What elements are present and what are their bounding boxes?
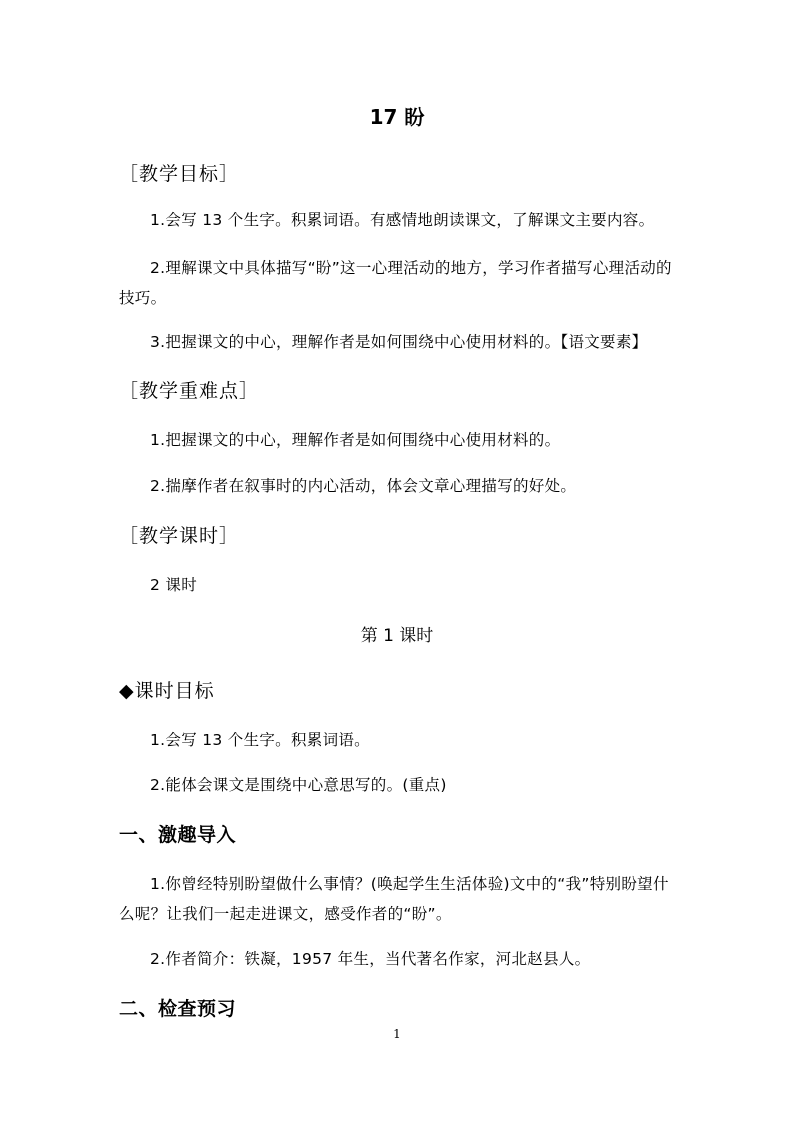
teaching-goal-1: 1.会写 13 个生字。积累词语。有感情地朗读课文，了解课文主要内容。 xyxy=(150,211,655,229)
document-title: 17 盼 xyxy=(369,105,425,129)
teaching-goal-3: 3.把握课文的中心，理解作者是如何围绕中心使用材料的。【语文要素】 xyxy=(150,333,648,351)
teaching-goals-heading: ［教学目标］ xyxy=(119,163,240,185)
key-points-heading: ［教学重难点］ xyxy=(119,380,260,402)
part-1-item-2: 2.作者简介：铁凝，1957 年生，当代著名作家，河北赵县人。 xyxy=(150,950,591,968)
page-number: 1 xyxy=(393,1027,401,1041)
part-2-heading: 二、检查预习 xyxy=(119,998,237,1020)
class-periods-value: 2 课时 xyxy=(150,576,197,594)
teaching-goal-2: 2.理解课文中具体描写“盼”这一心理活动的地方，学习作者描写心理活动的技巧。 xyxy=(119,259,672,307)
lesson-1-heading: 第 1 课时 xyxy=(360,626,434,646)
lesson-objective-1: 1.会写 13 个生字。积累词语。 xyxy=(150,731,370,749)
lesson-objectives-heading: ◆课时目标 xyxy=(119,680,215,702)
part-1-heading: 一、激趣导入 xyxy=(119,824,237,846)
class-periods-heading: ［教学课时］ xyxy=(119,525,240,547)
lesson-objective-2: 2.能体会课文是围绕中心意思写的。(重点) xyxy=(150,776,447,794)
key-point-1: 1.把握课文的中心，理解作者是如何围绕中心使用材料的。 xyxy=(150,431,561,449)
part-1-item-1: 1.你曾经特别盼望做什么事情？(唤起学生生活体验)文中的“我”特别盼望什么呢？让我们一起走进课文，感受作者的“盼”。 xyxy=(119,875,669,923)
key-point-2: 2.揣摩作者在叙事时的内心活动，体会文章心理描写的好处。 xyxy=(150,477,577,495)
